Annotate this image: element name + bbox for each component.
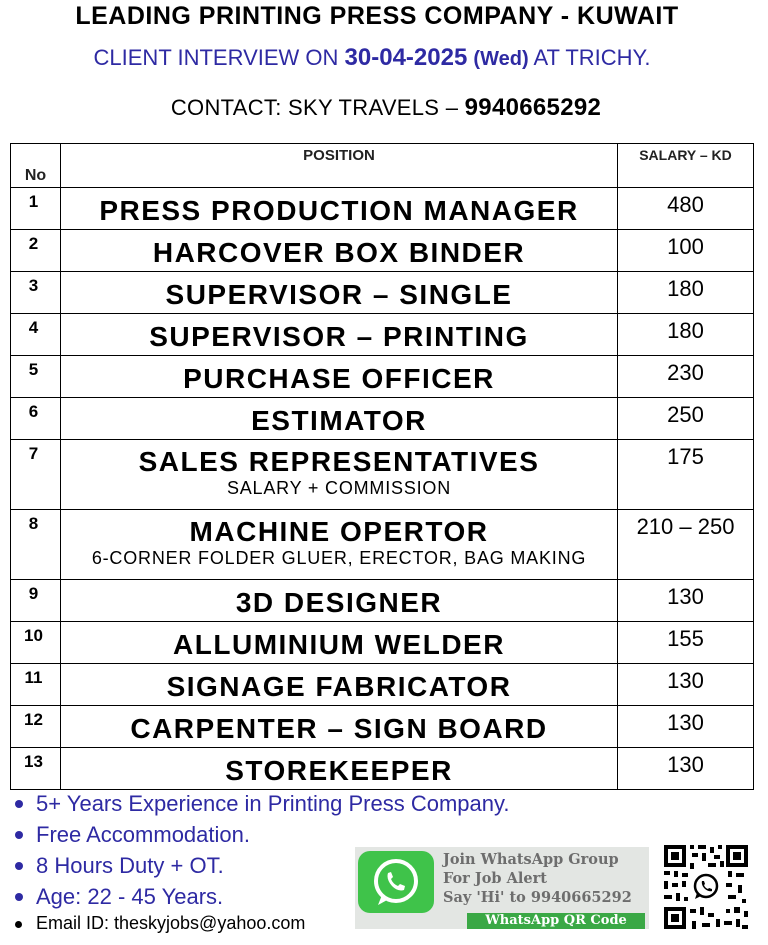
row-number: 3: [11, 272, 61, 314]
position-title: SUPERVISOR – SINGLE: [165, 279, 513, 310]
header-position: POSITION: [61, 144, 618, 188]
position-title: 3D DESIGNER: [235, 587, 443, 618]
table-row: [11, 440, 754, 510]
whatsapp-line-2: For Job Alert: [443, 870, 547, 887]
table-row: [11, 580, 754, 622]
salary-cell: 100: [618, 230, 754, 272]
row-number: 2: [11, 230, 61, 272]
table-row: [11, 398, 754, 440]
interview-info: [0, 44, 744, 72]
salary-cell: 210 – 250: [618, 510, 754, 580]
table-row: [11, 664, 754, 706]
whatsapp-qr-label: WhatsApp QR Code: [467, 913, 645, 929]
position-title: SIGNAGE FABRICATOR: [166, 671, 512, 702]
table-row: [11, 188, 754, 230]
position-title: ESTIMATOR: [251, 405, 427, 436]
position-title: HARCOVER BOX BINDER: [152, 237, 526, 268]
row-number: 10: [11, 622, 61, 664]
position-cell: [61, 440, 618, 510]
salary-cell: 250: [618, 398, 754, 440]
row-number: 7: [11, 440, 61, 510]
table-row: [11, 272, 754, 314]
position-title: STOREKEEPER: [225, 755, 453, 786]
position-title: PRESS PRODUCTION MANAGER: [99, 195, 579, 226]
whatsapp-line-3: Say 'Hi' to 9940665292: [443, 889, 632, 906]
contact-info: [0, 94, 768, 122]
position-note: 6-CORNER FOLDER GLUER, ERECTOR, BAG MAKING: [91, 548, 587, 568]
salary-cell: 130: [618, 706, 754, 748]
row-number: 5: [11, 356, 61, 398]
row-number: 1: [11, 188, 61, 230]
header-salary: SALARY – KD: [618, 144, 754, 188]
page-title: LEADING PRINTING PRESS COMPANY - KUWAIT: [75, 2, 679, 30]
salary-cell: 175: [618, 440, 754, 510]
salary-cell: 230: [618, 356, 754, 398]
table-row: [11, 230, 754, 272]
position-title: SUPERVISOR – PRINTING: [149, 321, 529, 352]
position-cell: [61, 188, 618, 230]
contact-phone: 9940665292: [464, 94, 602, 121]
position-cell: [61, 580, 618, 622]
position-title: PURCHASE OFFICER: [183, 363, 495, 394]
table-row: [11, 622, 754, 664]
interview-location: AT TRICHY.: [533, 45, 651, 70]
position-title: CARPENTER – SIGN BOARD: [130, 713, 548, 744]
whatsapp-icon: [358, 851, 434, 913]
position-cell: [61, 706, 618, 748]
table-row: [11, 510, 754, 580]
position-cell: [61, 398, 618, 440]
whatsapp-banner[interactable]: [355, 847, 649, 929]
position-cell: [61, 622, 618, 664]
position-title: ALLUMINIUM WELDER: [173, 629, 505, 660]
salary-cell: 130: [618, 664, 754, 706]
whatsapp-line-1: Join WhatsApp Group: [443, 851, 619, 868]
row-number: 11: [11, 664, 61, 706]
row-number: 9: [11, 580, 61, 622]
position-cell: [61, 230, 618, 272]
row-number: 8: [11, 510, 61, 580]
table-row: [11, 356, 754, 398]
table-row: [11, 314, 754, 356]
position-note: SALARY + COMMISSION: [226, 478, 452, 498]
position-title: MACHINE OPERTOR: [189, 516, 489, 547]
list-item: 5+ Years Experience in Printing Press Company.: [12, 788, 509, 819]
position-title: SALES REPRESENTATIVES: [138, 446, 540, 477]
interview-prefix: CLIENT INTERVIEW ON: [93, 45, 339, 70]
salary-cell: 180: [618, 314, 754, 356]
interview-date: 30-04-2025: [344, 44, 468, 71]
position-cell: [61, 510, 618, 580]
salary-cell: 180: [618, 272, 754, 314]
row-number: 13: [11, 748, 61, 790]
list-item: Age: 22 - 45 Years.: [12, 881, 509, 912]
contact-label: CONTACT: SKY TRAVELS –: [170, 95, 459, 120]
whatsapp-text: [443, 850, 653, 907]
list-item: Free Accommodation.: [12, 819, 509, 850]
salary-cell: 480: [618, 188, 754, 230]
row-number: 12: [11, 706, 61, 748]
salary-cell: 155: [618, 622, 754, 664]
positions-table: [10, 143, 754, 790]
list-item: 8 Hours Duty + OT.: [12, 850, 509, 881]
position-cell: [61, 664, 618, 706]
salary-cell: 130: [618, 748, 754, 790]
row-number: 6: [11, 398, 61, 440]
row-number: 4: [11, 314, 61, 356]
position-cell: [61, 314, 618, 356]
position-cell: [61, 748, 618, 790]
header-no: No: [11, 144, 61, 188]
position-cell: [61, 356, 618, 398]
interview-day: (Wed): [473, 48, 529, 70]
position-cell: [61, 272, 618, 314]
table-row: [11, 706, 754, 748]
qr-code-icon[interactable]: [662, 843, 750, 931]
email-contact: Email ID: theskyjobs@yahoo.com: [12, 913, 305, 934]
table-row: [11, 748, 754, 790]
salary-cell: 130: [618, 580, 754, 622]
